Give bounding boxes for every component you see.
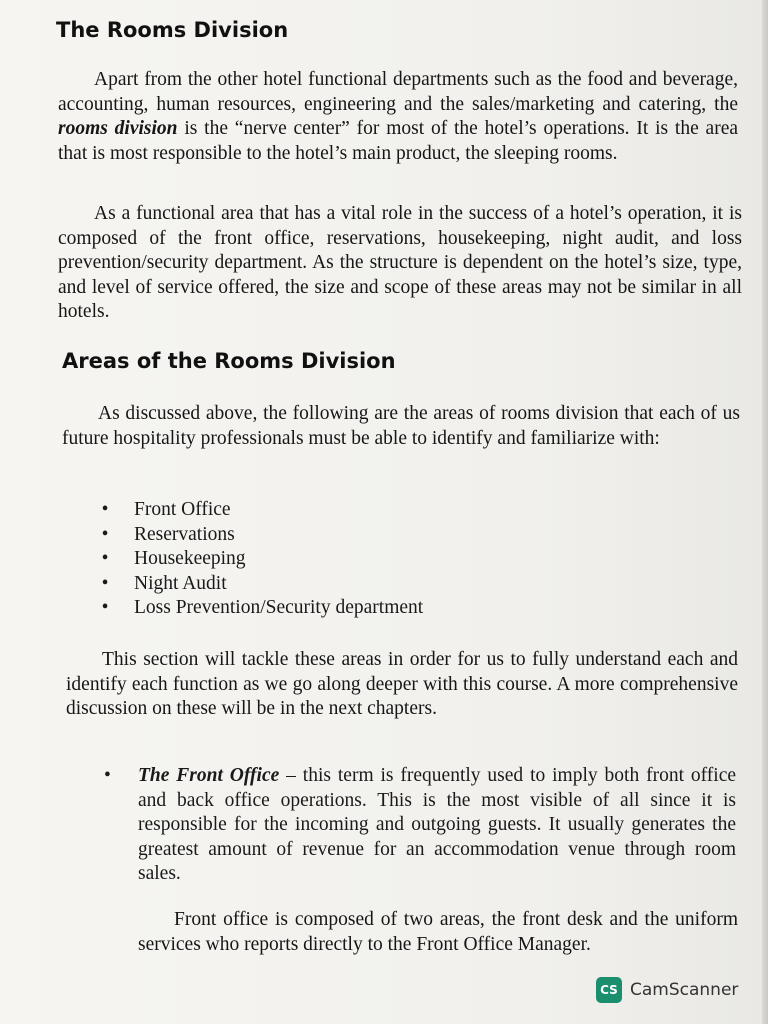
list-item-label: Night Audit <box>134 572 227 594</box>
section-title-rooms-division: The Rooms Division <box>56 18 289 42</box>
list-item <box>100 523 423 548</box>
list-item-label: Reservations <box>134 523 235 545</box>
bullet-icon: • <box>101 572 109 594</box>
list-item-label: Front Office <box>134 499 231 520</box>
paragraph-section-overview: This section will tackle these areas in order for us to fully understand each and identify each function as we go along deeper with this course. A more comprehensive discussion on these will be in the next chapters. <box>66 649 738 719</box>
camscanner-watermark <box>596 976 738 1004</box>
list-item <box>100 498 423 523</box>
camscanner-logo-icon: CS <box>596 977 622 1003</box>
bullet-icon: • <box>101 523 109 545</box>
areas-list <box>100 498 423 621</box>
para1-text-after: is the “nerve center” for most of the hotel’s operations. It is the area that is most responsible to the hotel’s main product, the sleeping rooms. <box>58 118 739 164</box>
list-item-label: Housekeeping <box>134 548 246 569</box>
para1-text-before: Apart from the other hotel functional departments such as the food and beverage, accounting, human resources, engineering and the sales/marketing and catering, the <box>58 69 738 115</box>
paragraph-rooms-division-intro <box>58 68 738 166</box>
section-title-areas: Areas of the Rooms Division <box>62 349 396 373</box>
front-office-definition <box>138 764 736 887</box>
page-edge <box>762 0 768 1024</box>
paragraph-front-office-composition: Front office is composed of two areas, the front desk and the uniform services who reports directly to the Front Office Manager. <box>138 909 738 955</box>
front-office-item <box>104 764 736 887</box>
bullet-icon: • <box>101 548 109 569</box>
list-item <box>100 596 423 621</box>
paragraph-areas-intro: As discussed above, the following are the areas of rooms division that each of us future hospitality professionals must be able to identify and familiarize with: <box>62 403 740 449</box>
list-item <box>100 572 423 597</box>
paragraph-functional-area: As a functional area that has a vital role in the success of a hotel’s operation, it is composed of the front office, reservations, housekeeping, night audit, and loss prevention/security department. As the structure is dependent on the hotel’s size, type, and level of service offered, the size and scope of these areas may not be similar in all hotels. <box>58 203 742 322</box>
bullet-icon: • <box>104 765 111 786</box>
front-office-term: The Front Office <box>138 765 280 786</box>
bullet-icon: • <box>101 499 109 520</box>
list-item-label: Loss Prevention/Security department <box>134 597 424 618</box>
bullet-icon: • <box>101 597 109 618</box>
front-office-definition-text: – this term is frequently used to imply both front office and back office operations. This is the most visible of all since it is responsible for the incoming and outgoing guests. It usually generates the greatest amount of revenue for an accommodation venue through room sales. <box>138 765 736 884</box>
camscanner-label: CamScanner <box>630 980 739 1000</box>
list-item <box>100 547 423 572</box>
para1-emphasis: rooms division <box>58 118 178 139</box>
